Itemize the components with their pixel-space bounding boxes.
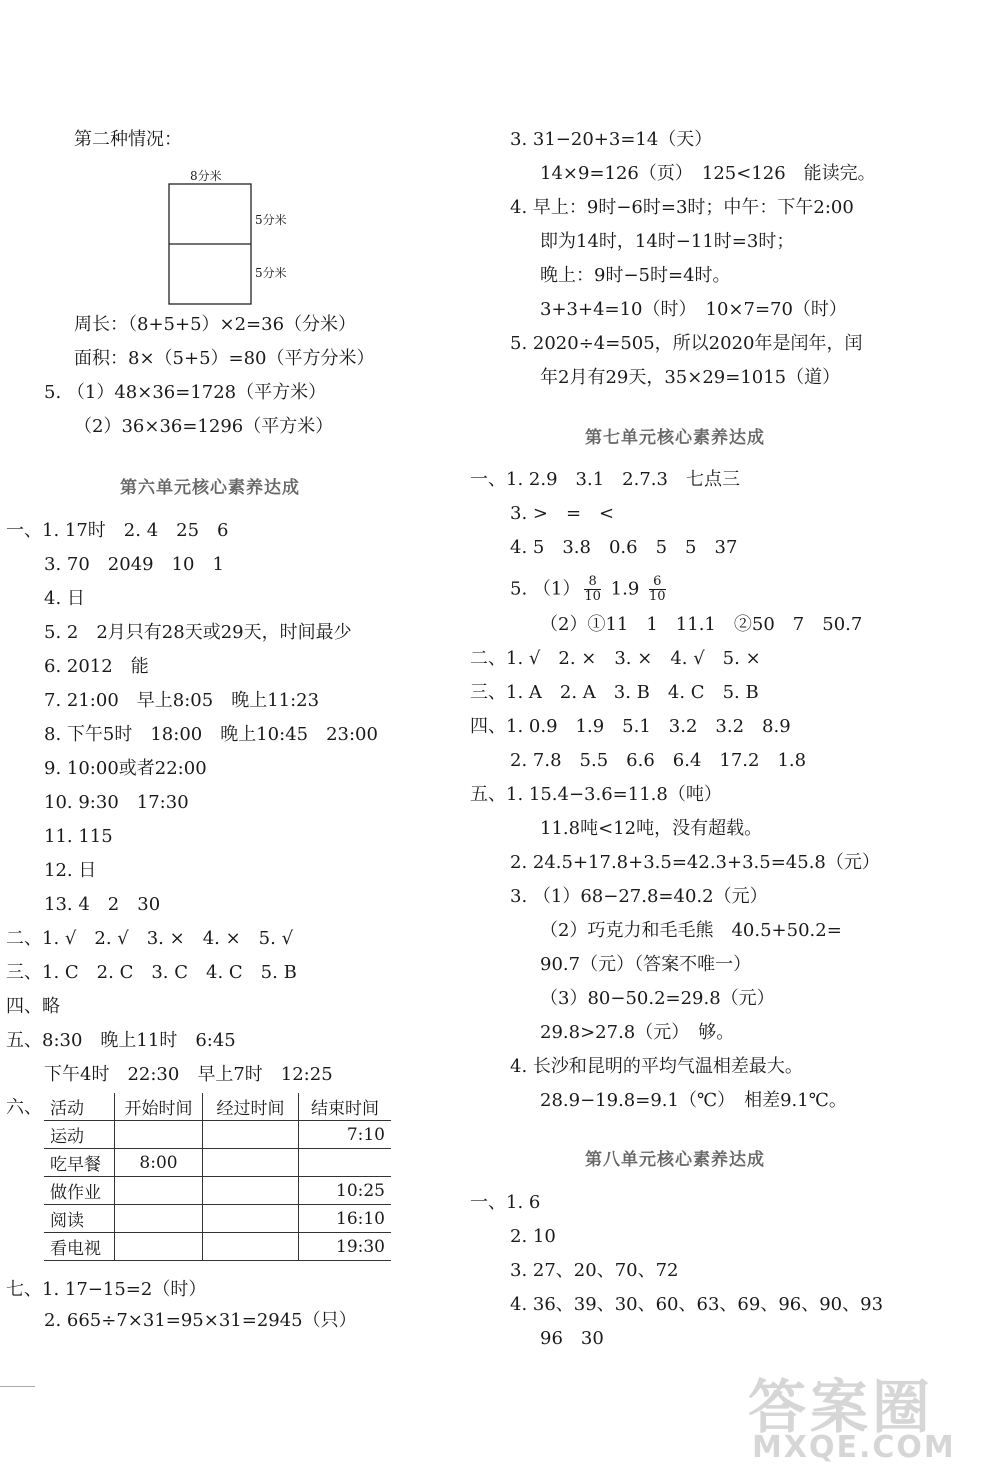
table-header-row [44, 1093, 391, 1121]
table-section-label: 六、 [6, 1097, 42, 1118]
table-cell: 7:10 [299, 1121, 392, 1149]
table-cell: 10:25 [299, 1177, 392, 1205]
figure-top-label: 8分米 [190, 169, 222, 183]
answer-line: 4. 早上：9时−6时=3时；中午：下午2:00 [510, 197, 854, 218]
table-row [44, 1149, 391, 1177]
table-cell: 做作业 [44, 1177, 115, 1205]
answer-line: 5. 2 2月只有28天或29天，时间最少 [44, 622, 352, 643]
answer-line: 2. 24.5+17.8+3.5=42.3+3.5=45.8（元） [510, 852, 880, 873]
answer-line: 一、1. 6 [470, 1192, 541, 1213]
answer-line: 2. 7.8 5.5 6.6 6.4 17.2 1.8 [510, 750, 807, 771]
fraction-six-tenths [649, 575, 666, 604]
table-cell [299, 1149, 392, 1177]
footer-rule [0, 1386, 35, 1387]
table-cell: 19:30 [299, 1233, 392, 1261]
unit7-heading: 第七单元核心素养达成 [585, 428, 765, 448]
answer-line: 二、1. √ 2. × 3. × 4. √ 5. × [470, 648, 761, 669]
answer-line: 周长：（8+5+5）×2=36（分米） [74, 314, 357, 335]
table-cell: 阅读 [44, 1205, 115, 1233]
answer-line: 3. 70 2049 10 1 [44, 554, 224, 575]
watermark-url: MXQE.COM [752, 1430, 956, 1465]
answer-line: 五、1. 15.4−3.6=11.8（吨） [470, 784, 722, 805]
answer-line: 29.8>27.8（元） 够。 [540, 1022, 735, 1043]
table-cell [115, 1121, 203, 1149]
answer-line: 4. 长沙和昆明的平均气温相差最大。 [510, 1056, 803, 1077]
answer-line: 三、1. A 2. A 3. B 4. C 5. B [470, 682, 759, 703]
table-cell [203, 1149, 299, 1177]
fraction-numerator: 6 [649, 575, 666, 590]
answer-line: 四、略 [6, 996, 60, 1017]
answer-line: （2）①11 1 11.1 ②50 7 50.7 [540, 614, 863, 635]
table-cell [203, 1205, 299, 1233]
table-cell: 16:10 [299, 1205, 392, 1233]
answer-line: 下午4时 22:30 早上7时 12:25 [44, 1064, 333, 1085]
table-row [44, 1233, 391, 1261]
answer-line: （2）巧克力和毛毛熊 40.5+50.2= [540, 920, 842, 941]
answer-line: 3+3+4=10（时） 10×7=70（时） [540, 299, 847, 320]
table-cell [115, 1233, 203, 1261]
answer-line: 28.9−19.8=9.1（℃） 相差9.1℃。 [540, 1090, 847, 1111]
rectangle-diagram [0, 0, 1000, 320]
answer-line: 面积：8×（5+5）=80（平方分米） [74, 348, 375, 369]
answer-line: 七、1. 17−15=2（时） [6, 1279, 207, 1300]
answer-line: 4. 5 3.8 0.6 5 5 37 [510, 537, 738, 558]
answer-line: 10. 9:30 17:30 [44, 792, 189, 813]
answer-line: 8. 下午5时 18:00 晚上10:45 23:00 [44, 724, 378, 745]
answer-line: （2）36×36=1296（平方米） [74, 416, 334, 437]
answer-line: 三、1. C 2. C 3. C 4. C 5. B [6, 962, 297, 983]
answer-line: 5. 2020÷4=505，所以2020年是闰年，闰 [510, 333, 863, 354]
answer-line: 7. 21:00 早上8:05 晚上11:23 [44, 690, 320, 711]
answer-line: 五、8:30 晚上11时 6:45 [6, 1030, 236, 1051]
answer-line: 13. 4 2 30 [44, 894, 161, 915]
answer-line: 晚上：9时−5时=4时。 [540, 265, 731, 286]
table-header-cell: 开始时间 [115, 1093, 203, 1121]
table-cell: 运动 [44, 1121, 115, 1149]
answer-line: 一、1. 17时 2. 4 25 6 [6, 520, 229, 541]
answer-line: 5. （1）48×36=1728（平方米） [44, 382, 327, 403]
intro-line: 第二种情况： [74, 129, 182, 150]
answer-line: 3. > = < [510, 503, 615, 524]
table-row [44, 1177, 391, 1205]
fraction-eight-tenths [584, 575, 601, 604]
table-cell: 吃早餐 [44, 1149, 115, 1177]
answer-line: 90.7（元）（答案不唯一） [540, 954, 752, 975]
fraction-denominator: 10 [649, 589, 666, 604]
table-cell: 8:00 [115, 1149, 203, 1177]
table-cell [203, 1121, 299, 1149]
answer-line: 96 30 [540, 1328, 604, 1349]
activity-time-table [44, 1093, 391, 1261]
figure-side-label-2: 5分米 [255, 266, 287, 280]
answer-line-fractions [510, 575, 670, 604]
watermark-logo [730, 1360, 992, 1465]
table-cell [115, 1177, 203, 1205]
unit8-heading: 第八单元核心素养达成 [585, 1150, 765, 1170]
answer-line: 6. 2012 能 [44, 656, 149, 677]
table-cell [115, 1205, 203, 1233]
answer-line: 四、1. 0.9 1.9 5.1 3.2 3.2 8.9 [470, 716, 791, 737]
answer-line: 年2月有29天，35×29=1015（道） [540, 367, 841, 388]
answer-line: 9. 10:00或者22:00 [44, 758, 207, 779]
fraction-numerator: 8 [584, 575, 601, 590]
answer-line: 4. 日 [44, 588, 85, 609]
answer-line: 3. 27、20、70、72 [510, 1260, 679, 1281]
fraction-denominator: 10 [584, 589, 601, 604]
outer-rectangle [169, 184, 251, 304]
answer-line: 3. （1）68−27.8=40.2（元） [510, 886, 768, 907]
table-header-cell: 结束时间 [299, 1093, 392, 1121]
watermark-logo-text: 答案圈 [748, 1373, 935, 1441]
answer-line: 一、1. 2.9 3.1 2.7.3 七点三 [470, 469, 740, 490]
figure-side-label-1: 5分米 [255, 213, 287, 227]
table-cell: 看电视 [44, 1233, 115, 1261]
fraction-line-mid: 1.9 [610, 578, 640, 600]
answer-line: 11. 115 [44, 826, 113, 847]
answer-line: （3）80−50.2=29.8（元） [540, 988, 775, 1009]
answer-line: 2. 665÷7×31=95×31=2945（只） [44, 1310, 357, 1331]
answer-line: 2. 10 [510, 1226, 556, 1247]
table-row [44, 1205, 391, 1233]
answer-line: 11.8吨<12吨，没有超载。 [540, 818, 763, 839]
answer-line: 即为14时，14时−11时=3时； [540, 231, 795, 252]
unit6-heading: 第六单元核心素养达成 [120, 478, 300, 498]
table-row [44, 1121, 391, 1149]
table-cell [203, 1233, 299, 1261]
answer-line: 4. 36、39、30、60、63、69、96、90、93 [510, 1294, 884, 1315]
answer-line: 二、1. √ 2. √ 3. × 4. × 5. √ [6, 928, 294, 949]
table-header-cell: 活动 [44, 1093, 115, 1121]
answer-line: 3. 31−20+3=14（天） [510, 129, 713, 150]
answer-line: 14×9=126（页） 125<126 能读完。 [540, 163, 876, 184]
answer-line: 12. 日 [44, 860, 97, 881]
table-header-cell: 经过时间 [203, 1093, 299, 1121]
table-cell [203, 1177, 299, 1205]
fraction-line-prefix: 5. （1） [510, 578, 581, 600]
